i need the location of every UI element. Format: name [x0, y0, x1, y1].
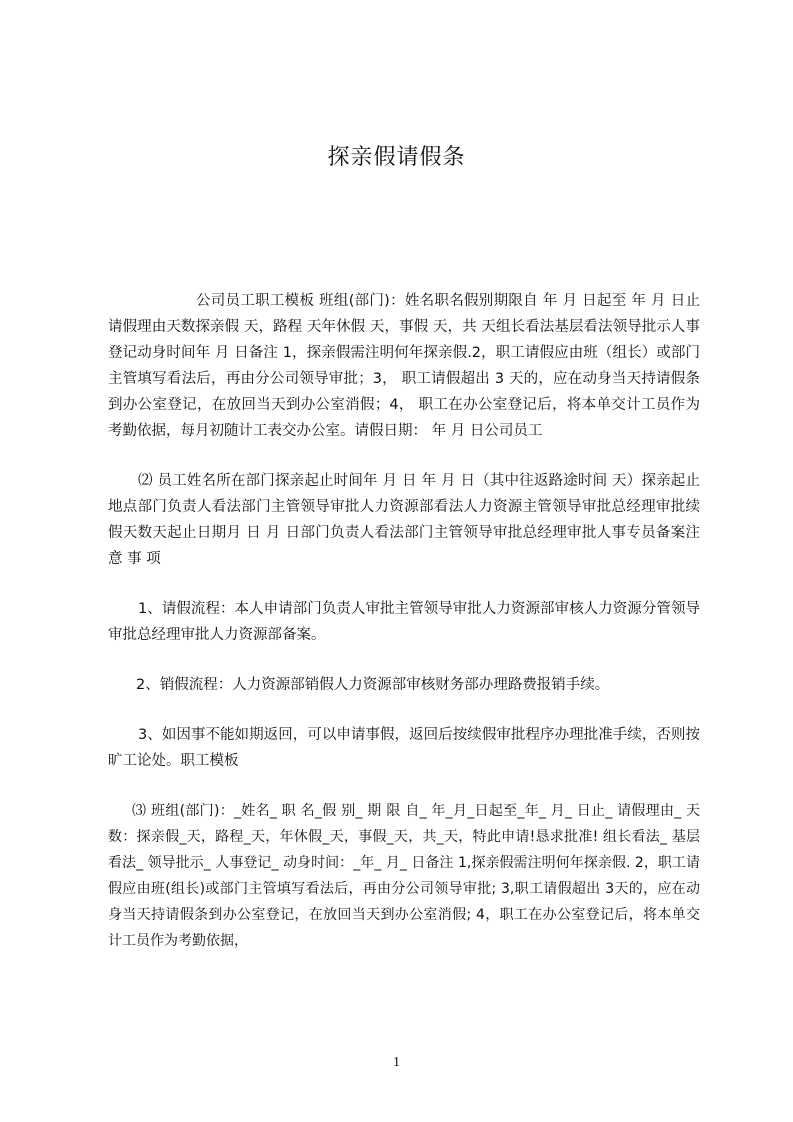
page-title: 探亲假请假条: [327, 145, 466, 170]
page-number: 1: [393, 1055, 400, 1070]
paragraph-leave-form-template: 公司员工职工模板 班组(部门)：姓名职名假别期限自 年 月 日起至 年 月 日止请假理由天数探亲假 天，路程 天年休假 天，事假 天，共 天组长看法基层看法领导批示人事登记动身时间年 月 日备注 1，探亲假需注明何年探亲假.2，职工请假应由班（组长）或部门主管填写看法后，再由分公司领导审批；3， 职工请假超出 3 天的，应在动身当天持请假条到办公室登记，在放回当天到办公室消假；4， 职工在办公室登记后，将本单交计工员作为考勤依据，每月初随计工表交办公室。请假日期： 年 月 日公司员工: [108, 293, 700, 439]
document-body: [108, 288, 700, 954]
paragraph-extension-note: 3、如因事不能如期返回，可以申请事假，返回后按续假审批程序办理批准手续，否则按旷工论处。职工模板: [108, 727, 700, 769]
paragraph-leave-process: 1、请假流程：本人申请部门负责人审批主管领导审批人力资源部审核人力资源分管领导审批总经理审批人力资源部备案。: [108, 601, 700, 643]
paragraph-home-leave-form: ⑵ 员工姓名所在部门探亲起止时间年 月 日 年 月 日（其中往返路途时间 天）探亲起止地点部门负责人看法部门主管领导审批人力资源部看法人力资源主管领导审批总经理审批续假天数天起止日期月 日 月 日部门负责人看法部门主管领导审批总经理审批人事专员备案注 意 事 项: [108, 473, 700, 567]
paragraph-blank-form: ⑶ 班组(部门)：_姓名_ 职 名_假 别_ 期 限 自_ 年_月_日起至_年_ 月_ 日止_ 请假理由_ 天数：探亲假_天，路程_天，年休假_天，事假_天，共_天，特此申请!恳求批准! 组长看法_ 基层看法_ 领导批示_ 人事登记_ 动身时间：_年_ 月_ 日备注 1,探亲假需注明何年探亲假. 2，职工请假应由班(组长)或部门主管填写看法后，再由分公司领导审批; 3,职工请假超出 3天的，应在动身当天持请假条到办公室登记，在放回当天到办公室消假; 4，职工在办公室登记后，将本单交计工员作为考勤依据，: [108, 803, 700, 949]
paragraph-cancel-leave-process: 2、销假流程：人力资源部销假人力资源部审核财务部办理路费报销手续。: [136, 677, 610, 693]
